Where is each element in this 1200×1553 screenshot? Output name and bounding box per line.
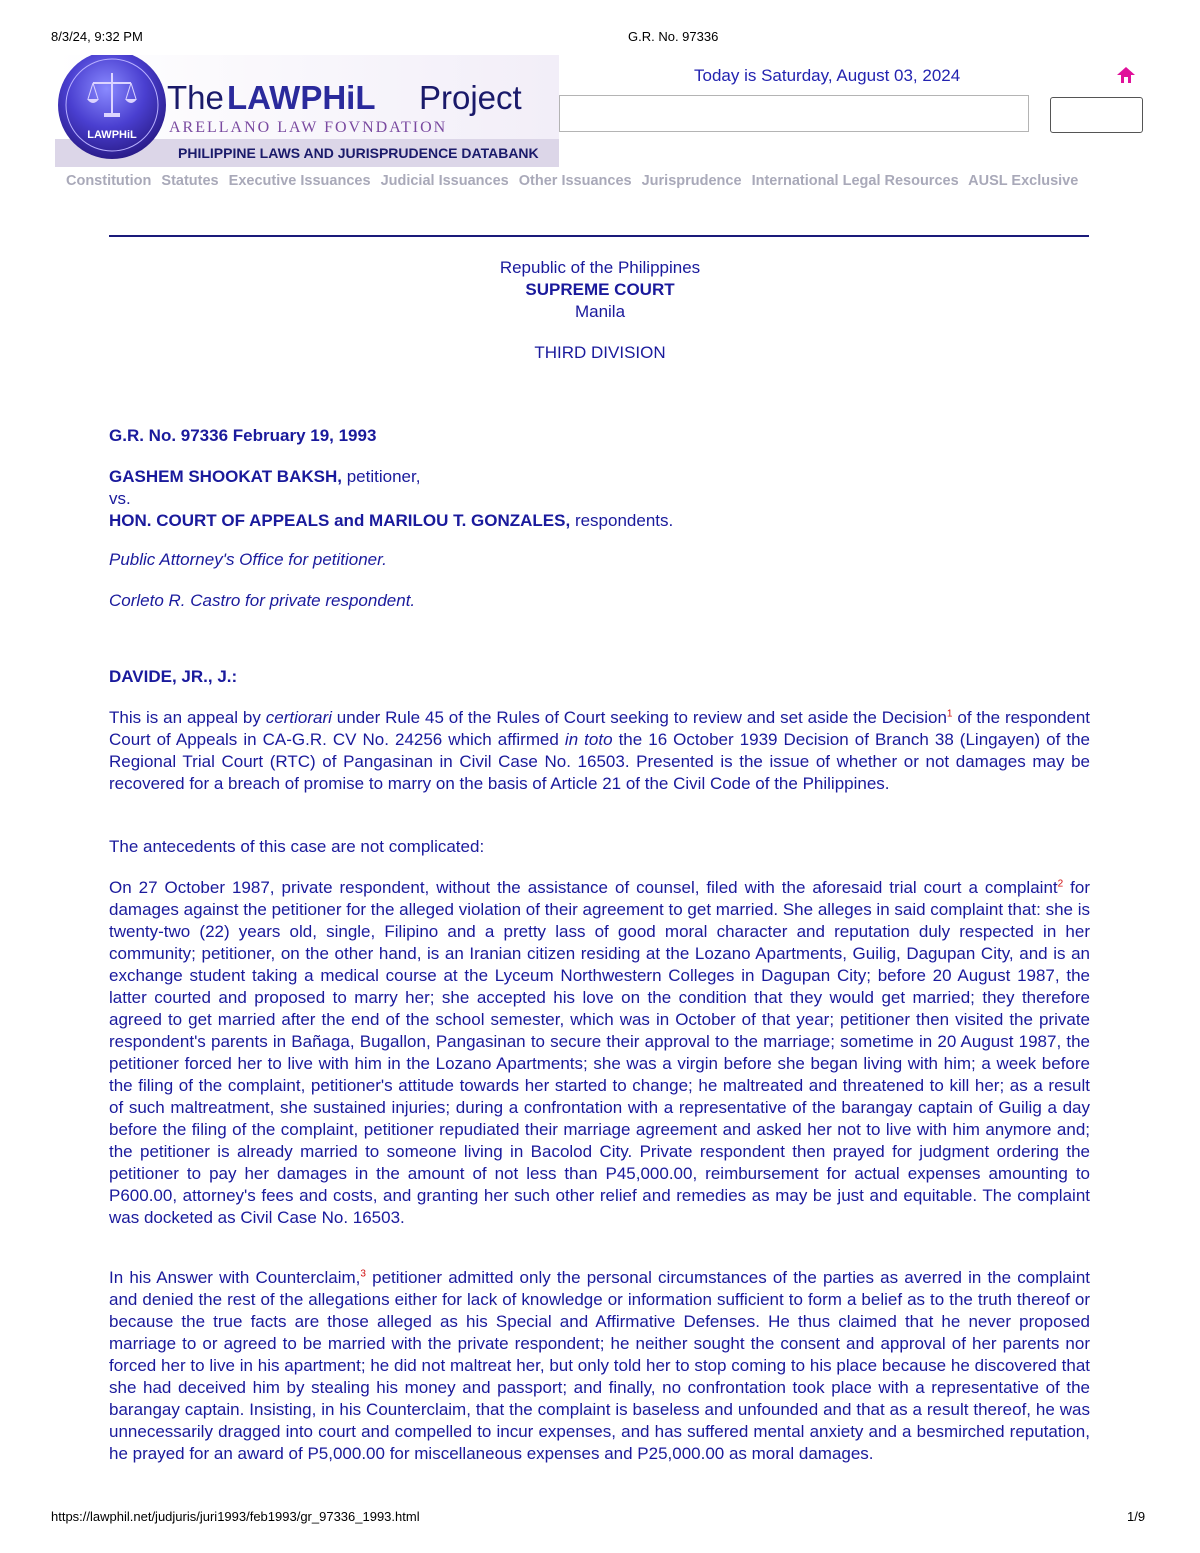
main-nav xyxy=(66,173,1084,189)
logo-subtitle: ARELLANO LAW FOVNDATION xyxy=(169,119,448,136)
ponente: DAVIDE, JR., J.: xyxy=(109,667,238,686)
search-button[interactable] xyxy=(1050,97,1143,133)
home-icon[interactable] xyxy=(1116,65,1136,85)
division: THIRD DIVISION xyxy=(534,343,666,362)
respondent-role: respondents. xyxy=(570,511,674,530)
print-datetime: 8/3/24, 9:32 PM xyxy=(51,29,143,44)
nav-statutes[interactable]: Statutes xyxy=(161,173,219,189)
petitioner-name: GASHEM SHOOKAT BAKSH, xyxy=(109,467,342,486)
footnote-1-link[interactable]: 1 xyxy=(946,708,953,720)
paragraph-4: In his Answer with Counterclaim,$^3$ petitioner admitted only the personal circumstances of the parties as averred in the complaint and denied the rest of the allegations either for lack of knowledge or information sufficient to form a belief as to the truth thereof or because the true facts are those alleged as his Special and Affirmative Defenses. He thus claimed that he never proposed marriage to or agreed to be married with the private respondent; he neither sought the consent and approval of her parents nor forced her to live in his apartment; he did not maltreat her, but only told her to stop coming to his place because he discovered that she had deceived him by stealing his money and passport; and finally, no confrontation took place with a representative of the barangay captain. Insisting, in his Counterclaim, that the complaint is baseless and unfounded and that as a result thereof, he was unnecessarily dragged into court and compelled to incur expenses, and has suffered mental anxiety and a besmirched reputation, he prayed for an award of P5,000.00 for miscellaneous expenses and P25,000.00 as moral damages. xyxy=(109,1268,1090,1463)
petitioner-role: petitioner, xyxy=(341,467,421,486)
search-input[interactable] xyxy=(559,95,1029,132)
versus: vs. xyxy=(109,489,131,508)
republic-line: Republic of the Philippines xyxy=(499,258,701,277)
seal-label: LAWPHiL xyxy=(87,129,137,141)
nav-jurisprudence[interactable]: Jurisprudence xyxy=(641,173,742,189)
logo-title-the: The xyxy=(167,79,224,116)
paragraph-1: This is an appeal by certiorari under Rule 45 of the Rules of Court seeking to review and set aside the Decision$^1$ of the respondent Court of Appeals in CA-G.R. CV No. 24256 which affirmed in toto the 16 October 1939 Decision of Branch 38 (Lingayen) of the Regional Trial Court (RTC) of Pangasinan in Civil Case No. 16503. Presented is the issue of whether or not damages may be recovered for a breach of promise to marry on the basis of Article 21 of the Civil Code of the Philippines. xyxy=(109,708,1091,793)
counsel-petitioner: Public Attorney's Office for petitioner. xyxy=(109,550,387,569)
footnote-3-link[interactable]: 3 xyxy=(360,1268,366,1280)
nav-ausl-exclusive[interactable]: AUSL Exclusive xyxy=(968,173,1079,189)
nav-executive-issuances[interactable]: Executive Issuances xyxy=(228,173,371,189)
print-url[interactable]: https://lawphil.net/judjuris/juri1993/feb1993/gr_97336_1993.html xyxy=(51,1509,420,1524)
logo-databank: PHILIPPINE LAWS AND JURISPRUDENCE DATABANK xyxy=(178,145,539,161)
respondent-name: HON. COURT OF APPEALS and MARILOU T. GONZALES, xyxy=(109,511,571,530)
nav-judicial-issuances[interactable]: Judicial Issuances xyxy=(380,173,509,189)
paragraph-2: The antecedents of this case are not complicated: xyxy=(109,837,485,856)
court-name: SUPREME COURT xyxy=(525,280,675,299)
print-doc-title: G.R. No. 97336 xyxy=(628,29,719,44)
print-page-number: 1/9 xyxy=(1127,1509,1146,1524)
paragraph-3: On 27 October 1987, private respondent, without the assistance of counsel, filed with the aforesaid trial court a complaint$^2$ for damages against the petitioner for the alleged violation of their agreement to get married. She alleges in said complaint that: she is twenty-two (22) years old, single, Filipino and a pretty lass of good moral character and reputation duly respected in her community; petitioner, on the other hand, is an Iranian citizen residing at the Lozano Apartments, Guilig, Dagupan City, and is an exchange student taking a medical course at the Lyceum Northwestern Colleges in Dagupan City; before 20 August 1987, the latter courted and proposed to marry her; she accepted his love on the condition that they would get married; they therefore agreed to get married after the end of the school semester, which was in October of that year; petitioner then visited the private respondent's parents in Bañaga, Bugallon, Pangasinan to secure their approval to the marriage; sometime in 20 August 1987, the petitioner forced her to live with him in the Lozano Apartments; she was a virgin before she began living with him; a week before the filing of the complaint, petitioner's attitude towards her started to change; he maltreated and threatened to kill her; as a result of such maltreatment, she sustained injuries; during a confrontation with a representative of the barangay captain of Guilig a day before the filing of the complaint, petitioner repudiated their marriage agreement and asked her not to live with him anymore and; the petitioner is already married to someone living in Bacolod City. Private respondent then prayed for judgment ordering the petitioner to pay her damages in the amount of not less than P45,000.00, reimbursement for actual expenses amounting to P600.00, attorney's fees and costs, and granting her such other relief and remedies as may be just and equitable. The complaint was docketed as Civil Case No. 16503. xyxy=(109,878,1090,1227)
nav-constitution[interactable]: Constitution xyxy=(66,173,152,189)
logo-title-project: Project xyxy=(419,79,522,116)
case-parties xyxy=(109,466,1090,532)
counsel-respondent: Corleto R. Castro for private respondent. xyxy=(109,591,416,610)
nav-other-issuances[interactable]: Other Issuances xyxy=(518,173,632,189)
footnote-2-link[interactable]: 2 xyxy=(1057,878,1064,890)
court-city: Manila xyxy=(574,302,626,321)
case-number: G.R. No. 97336 February 19, 1993 xyxy=(109,426,377,445)
lawphil-logo[interactable] xyxy=(55,55,559,167)
nav-international-legal-resources[interactable]: International Legal Resources xyxy=(751,173,959,189)
logo-title-lawphil: LAWPHiL xyxy=(227,79,376,116)
today-date: Today is Saturday, August 03, 2024 xyxy=(694,66,961,85)
divider xyxy=(109,235,1089,237)
